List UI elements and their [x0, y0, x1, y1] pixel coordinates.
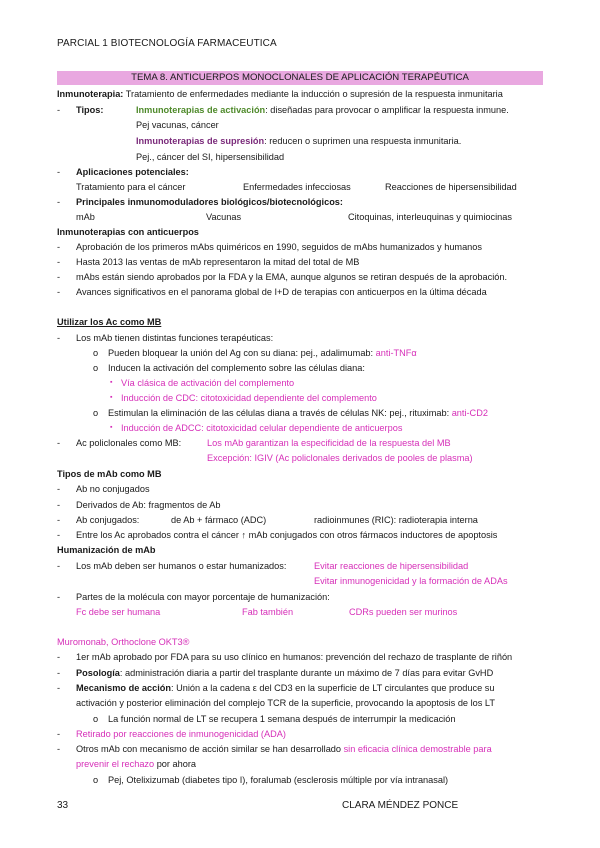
bullet-dash: -: [57, 287, 61, 297]
bullet-dash: -: [57, 272, 61, 282]
list-item: Hasta 2013 las ventas de mAb representaron la mitad del total de MB: [76, 257, 360, 267]
bullet-dash: -: [57, 197, 61, 207]
suppression-example: Pej., cáncer del SI, hipersensibilidad: [136, 152, 285, 162]
list-item: Pej, Otelixizumab (diabetes tipo I), foralumab (esclerosis múltiple por vía intranasal): [108, 775, 449, 785]
list-item: Avances significativos en el panorama global de I+D de terapias con anticuerpos en la última década: [76, 287, 487, 297]
bullet-dash: -: [57, 333, 61, 343]
note-pink: Fab también: [242, 607, 294, 617]
list-item: mAbs están siendo aprobados por la FDA y la EMA, aunque algunos se retiran después de la aprobación.: [76, 272, 508, 282]
bullet-dash: -: [57, 668, 61, 678]
bullet-dash: -: [57, 729, 61, 739]
modulator-item: Vacunas: [206, 212, 242, 222]
list-item: radioinmunes (RIC): radioterapia interna: [314, 515, 478, 525]
list-item: de Ab + fármaco (ADC): [171, 515, 267, 525]
list-item: 1er mAb aprobado por FDA para su uso clínico en humanos: prevención del rechazo de trasplante de riñón: [76, 652, 513, 662]
applications-label: Aplicaciones potenciales:: [76, 167, 189, 177]
list-item: Vía clásica de activación del complemento: [121, 378, 295, 388]
document-header: PARCIAL 1 BIOTECNOLOGÍA FARMACEUTICA: [57, 38, 277, 49]
bullet-square: ▪: [110, 379, 113, 386]
bullet-circle: o: [93, 714, 99, 724]
list-item: Partes de la molécula con mayor porcentaje de humanización:: [76, 592, 330, 602]
modulator-item: mAb: [76, 212, 95, 222]
immunotherapy-definition: Inmunoterapia: Tratamiento de enfermedades mediante la inducción o supresión de la respuesta inmunitaria: [57, 89, 503, 99]
list-item: Aprobación de los primeros mAbs quiméricos en 1990, seguidos de mAbs humanizados y humanos: [76, 242, 482, 252]
other-mabs-continued: prevenir el rechazo por ahora: [76, 759, 197, 769]
withdrawn-note: Retirado por reacciones de inmunogenicidad (ADA): [76, 729, 286, 739]
bullet-dash: -: [57, 500, 61, 510]
bullet-dash: -: [57, 744, 61, 754]
bullet-square: ▪: [110, 424, 113, 431]
bullet-circle: o: [93, 348, 99, 358]
section-heading: Inmunoterapias con anticuerpos: [57, 227, 199, 237]
list-item: Inducción de ADCC: citotoxicidad celular dependiente de anticuerpos: [121, 423, 403, 433]
bullet-dash: -: [57, 652, 61, 662]
note-pink: Los mAb garantizan la especificidad de la respuesta del MB: [207, 438, 451, 448]
bullet-dash: -: [57, 167, 61, 177]
bullet-dash: -: [57, 530, 61, 540]
section-heading: Humanización de mAb: [57, 545, 156, 555]
bullet-dash: -: [57, 438, 61, 448]
author-name: CLARA MÉNDEZ PONCE: [342, 800, 459, 811]
bullet-dash: -: [57, 105, 61, 115]
function-block-antigen: Pueden bloquear la unión del Ag con su diana: pej., adalimumab: anti-TNFα: [108, 348, 417, 358]
topic-title: TEMA 8. ANTICUERPOS MONOCLONALES DE APLICACIÓN TERAPÉUTICA: [57, 71, 543, 85]
page-number: 33: [57, 800, 69, 811]
list-item: La función normal de LT se recupera 1 semana después de interrumpir la medicación: [108, 714, 456, 724]
list-item: Los mAb tienen distintas funciones terapéuticas:: [76, 333, 274, 343]
bullet-dash: -: [57, 257, 61, 267]
bullet-circle: o: [93, 408, 99, 418]
list-item: Ac policlonales como MB:: [76, 438, 182, 448]
note-pink: CDRs pueden ser murinos: [349, 607, 458, 617]
section-heading: Muromonab, Orthoclone OKT3®: [57, 637, 190, 647]
bullet-circle: o: [93, 363, 99, 373]
list-item: Los mAb deben ser humanos o estar humanizados:: [76, 561, 287, 571]
section-heading: Utilizar los Ac como MB: [57, 317, 162, 327]
bullet-dash: -: [57, 592, 61, 602]
mechanism-continued: activación y posterior eliminación del complejo TCR de la superficie, provocando la apoptosis de los LT: [76, 698, 495, 708]
activation-type: Inmunoterapias de activación: diseñadas para provocar o amplificar la respuesta inmune.: [136, 105, 509, 115]
list-item: Derivados de Ab: fragmentos de Ab: [76, 500, 221, 510]
function-nk: Estimulan la eliminación de las células diana a través de células NK: pej., rituximab: anti-CD2: [108, 408, 488, 418]
bullet-circle: o: [93, 775, 99, 785]
application-item: Tratamiento para el cáncer: [76, 182, 186, 192]
modulators-label: Principales inmunomoduladores biológicos/biotecnológicos:: [76, 197, 343, 207]
activation-example: Pej vacunas, cáncer: [136, 120, 219, 130]
function-complement: Inducen la activación del complemento sobre las células diana:: [108, 363, 365, 373]
section-heading: Tipos de mAb como MB: [57, 469, 162, 479]
note-pink: Evitar reacciones de hipersensibilidad: [314, 561, 469, 571]
note-pink: Evitar inmunogenicidad y la formación de ADAs: [314, 576, 508, 586]
types-label: Tipos:: [76, 105, 104, 115]
bullet-dash: -: [57, 242, 61, 252]
mechanism-item: Mecanismo de acción: Unión a la cadena ε del CD3 en la superficie de LT circulantes que produce su: [76, 683, 495, 693]
note-pink: Excepción: IGIV (Ac policlonales derivados de pooles de plasma): [207, 453, 473, 463]
other-mabs: Otros mAb con mecanismo de acción similar se han desarrollado sin eficacia clínica demostrable para: [76, 744, 492, 754]
modulator-item: Citoquinas, interleuquinas y quimiocinas: [348, 212, 512, 222]
bullet-dash: -: [57, 484, 61, 494]
application-item: Enfermedades infecciosas: [243, 182, 351, 192]
list-item: Inducción de CDC: citotoxicidad dependiente del complemento: [121, 393, 377, 403]
bullet-dash: -: [57, 561, 61, 571]
suppression-type: Inmunoterapias de supresión: reducen o suprimen una respuesta inmunitaria.: [136, 136, 462, 146]
list-item: Entre los Ac aprobados contra el cáncer ↑ mAb conjugados con otros fármacos inductores de apoptosis: [76, 530, 498, 540]
bullet-dash: -: [57, 683, 61, 693]
note-pink: Fc debe ser humana: [76, 607, 161, 617]
list-item: Ab conjugados:: [76, 515, 140, 525]
bullet-dash: -: [57, 515, 61, 525]
dosage-item: Posología: administración diaria a partir del trasplante durante un máximo de 7 días para evitar GvHD: [76, 668, 494, 678]
list-item: Ab no conjugados: [76, 484, 150, 494]
application-item: Reacciones de hipersensibilidad: [385, 182, 517, 192]
bullet-square: ▪: [110, 394, 113, 401]
